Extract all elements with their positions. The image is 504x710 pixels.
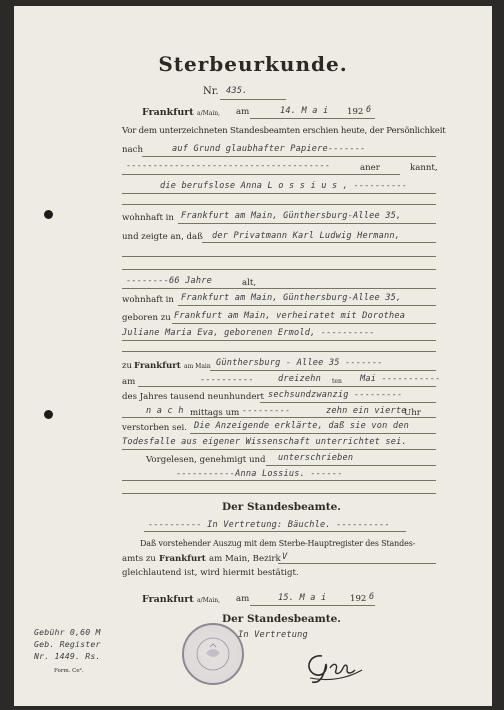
wohnhaft2-value: Frankfurt am Main, Günthersburg-Allee 35, <box>181 293 402 303</box>
document-page <box>14 6 492 706</box>
zu-street: Günthersburg - Allee 35 ------- <box>216 358 383 368</box>
cert-line-2b: am Main, Bezirk <box>209 554 281 564</box>
time-prefix: n a c h <box>146 406 184 416</box>
day-word: dreizehn <box>278 374 321 384</box>
place-2: Frankfurt <box>142 594 194 605</box>
standesbeamte-1: Der Standesbeamte. <box>222 501 341 513</box>
informant: die berufslose Anna L o s s i u s , ---------- <box>160 181 408 191</box>
place: Frankfurt <box>142 107 194 118</box>
zu-place: Frankfurt <box>134 361 181 371</box>
statement-line-1: Die Anzeigende erklärte, daß sie von den <box>194 421 409 431</box>
wohnhaft1-label: wohnhaft in <box>122 213 174 223</box>
cert-line-1: Daß vorstehender Auszug mit dem Sterbe-Hauptregister des Standes- <box>140 539 416 548</box>
standesbeamte-2: Der Standesbeamte. <box>222 613 341 625</box>
vorgelesen-label: Vorgelesen, genehmigt und <box>146 455 266 465</box>
nr-value: 435. <box>226 86 248 96</box>
place-2-suffix: a/Main, <box>197 597 221 604</box>
mittags-label: mittags um <box>190 408 240 418</box>
cert-line-2a: amts zu <box>122 554 156 564</box>
date-year: 192 <box>347 107 364 117</box>
zu-label: zu <box>122 361 133 371</box>
statement-line-2: Todesfalle aus eigener Wissenschaft unterrichtet sei. <box>122 437 407 447</box>
am2-label: am <box>122 377 136 387</box>
vertretung-2: In Vertretung <box>238 630 308 640</box>
aner-label: aner <box>360 163 380 173</box>
cert-district: V <box>282 552 288 562</box>
wohnhaft2-label: wohnhaft in <box>122 295 174 305</box>
geboren-value: Frankfurt am Main, verheiratet mit Dorothea <box>174 311 406 321</box>
nr-label: Nr. <box>203 86 219 97</box>
kannt-label: kannt, <box>410 163 438 173</box>
vertretung-1: ---------- In Vertretung: Bäuchle. ---------- <box>148 520 390 530</box>
document-title: Sterbeurkunde. <box>158 52 348 76</box>
punch-hole-top <box>44 210 53 219</box>
dashes-line: -------------------------------------- <box>126 161 331 171</box>
intro-line: Vor dem unterzeichneten Standesbeamten erschien heute, der Persönlichkeit <box>122 126 446 136</box>
fee-line-1: Gebühr 0,60 M <box>34 627 101 637</box>
date-year-digit: 6 <box>366 105 372 115</box>
date2-year-digit: 6 <box>369 592 375 602</box>
place-suffix: a/Main, <box>197 110 221 117</box>
am2-dashes: ---------- <box>200 375 254 385</box>
date2-year: 192 <box>350 594 367 604</box>
verstorben-label: verstorben sei. <box>122 423 188 433</box>
form-number: Form. Ce². <box>54 668 84 674</box>
date2-day: 15. M a i <box>278 593 327 603</box>
month-value: Mai ----------- <box>360 374 441 384</box>
fee-line-3: Nr. 1449. Rs. <box>34 651 101 661</box>
jahres-label: des Jahres tausend neunhundert <box>122 392 264 402</box>
time-dashes: --------- <box>242 406 291 416</box>
cert-line-3: gleichlautend ist, wird hiermit bestätigt. <box>122 568 299 578</box>
nach-value: auf Grund glaubhafter Papiere------- <box>172 144 366 154</box>
punch-hole-bottom <box>44 410 53 419</box>
am-label: am <box>236 107 250 117</box>
year-word: sechsundzwanzig --------- <box>268 390 403 400</box>
am3-label: am <box>236 594 250 604</box>
fee-line-2: Geb. Register <box>34 639 101 649</box>
alt-label: alt, <box>242 278 257 288</box>
deceased: der Privatmann Karl Ludwig Hermann, <box>212 231 401 241</box>
zeigte-label: und zeigte an, daß <box>122 232 203 242</box>
uhr-label: Uhr <box>404 408 421 418</box>
hour-value: zehn ein vierte <box>326 406 407 416</box>
geboren-label: geboren zu <box>122 313 171 323</box>
wohnhaft1-value: Frankfurt am Main, Günthersburg-Allee 35, <box>181 211 402 221</box>
zu-suffix: am Main <box>184 363 211 370</box>
age-value: --------66 Jahre <box>126 276 212 286</box>
cert-place: Frankfurt <box>159 554 206 564</box>
ten-label: ten <box>332 378 342 385</box>
signer-value: -----------Anna Lossius. ------ <box>176 469 343 479</box>
nach-label: nach <box>122 145 144 155</box>
spouse-value: Juliane Maria Eva, geborenen Ermold, ---------- <box>122 328 375 338</box>
date-day: 14. M a i <box>280 106 329 116</box>
unterschrieben-value: unterschrieben <box>278 453 354 463</box>
signature-mark <box>300 648 370 688</box>
official-seal-stamp <box>182 623 244 685</box>
